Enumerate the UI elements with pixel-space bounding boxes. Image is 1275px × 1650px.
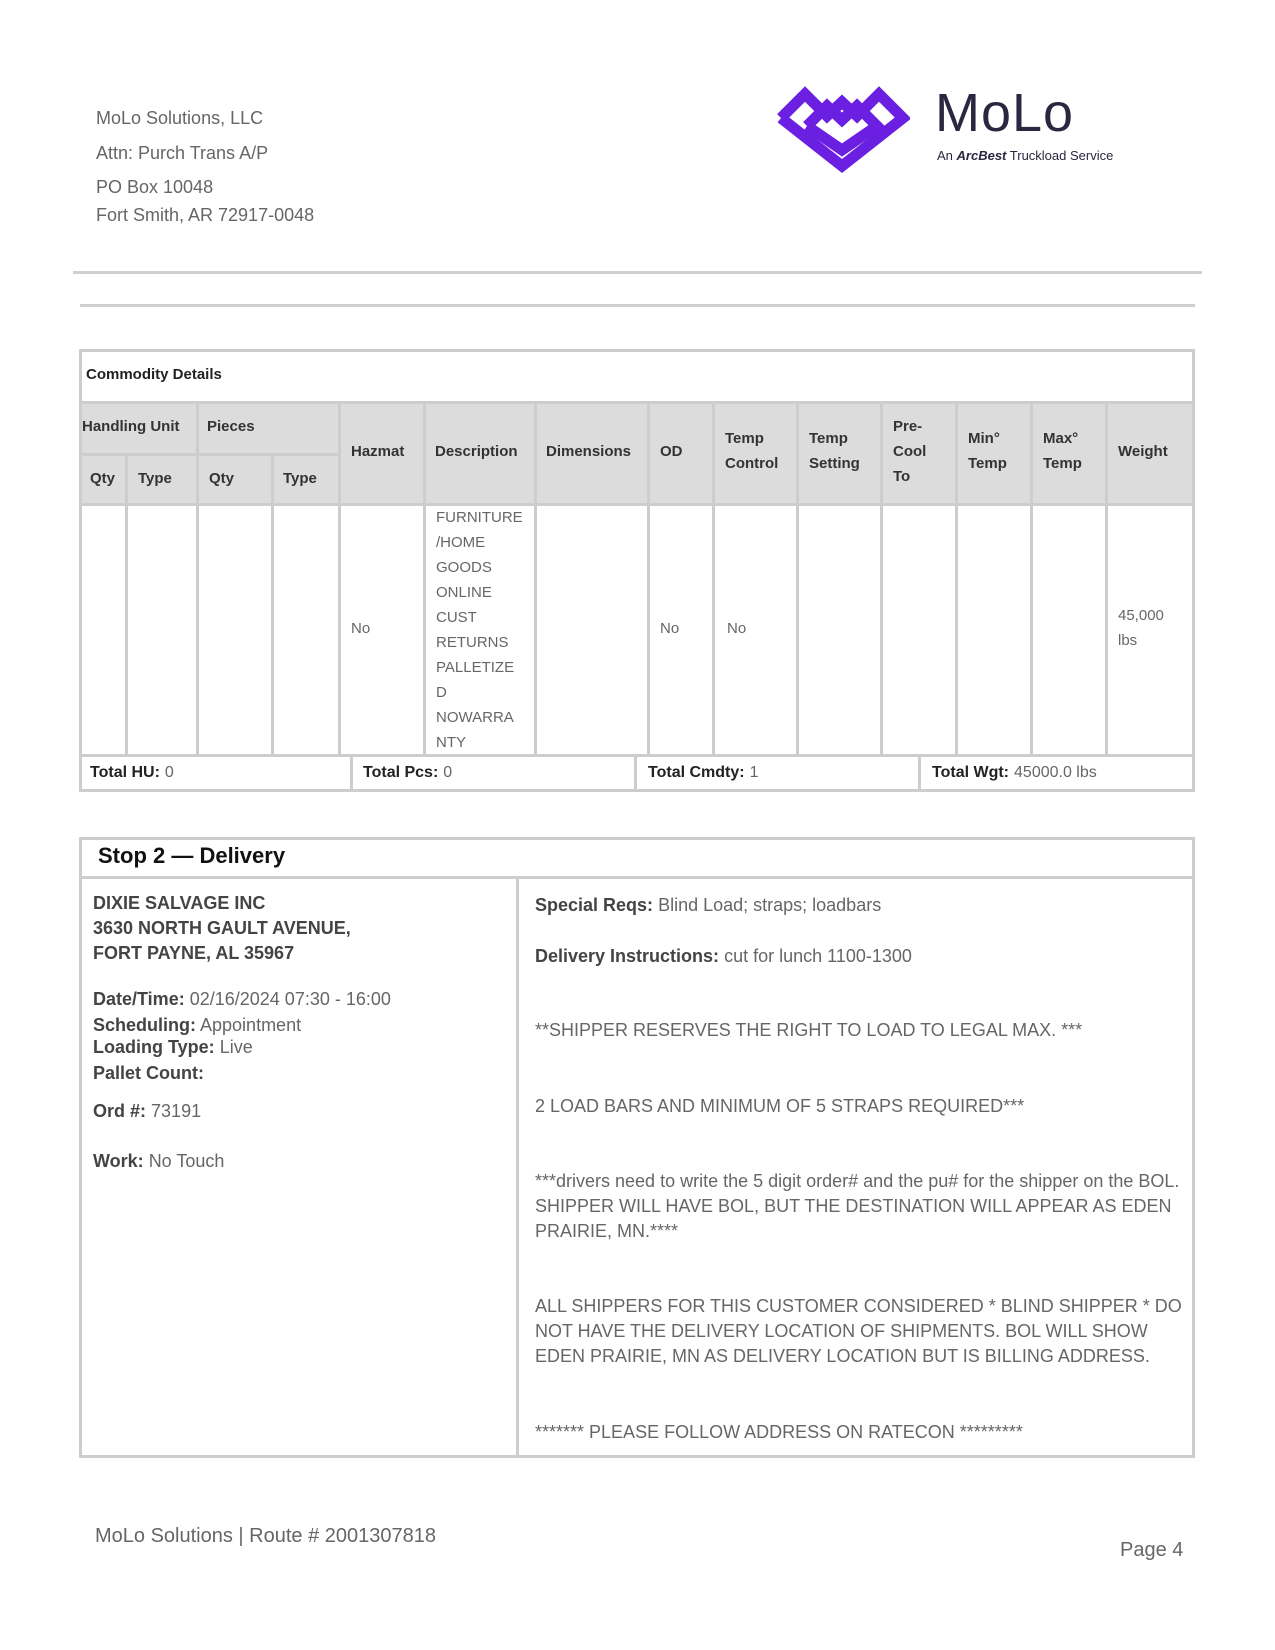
col-divider — [423, 401, 426, 754]
note-load-bars: 2 LOAD BARS AND MINIMUM OF 5 STRAPS REQUIRED*** — [535, 1096, 1025, 1116]
col-divider — [880, 401, 883, 754]
note-ratecon: ******* PLEASE FOLLOW ADDRESS ON RATECON ********* — [535, 1422, 1023, 1442]
attn-line: Attn: Purch Trans A/P — [96, 143, 269, 163]
note-legal-max: **SHIPPER RESERVES THE RIGHT TO LOAD TO LEGAL MAX. *** — [535, 1020, 1083, 1040]
header-weight: Weight — [1118, 443, 1168, 460]
po-box: PO Box 10048 — [96, 177, 214, 197]
total-wgt: Total Wgt: 45000.0 lbs — [932, 764, 1097, 781]
footer-route: MoLo Solutions | Route # 2001307818 — [95, 1525, 437, 1547]
col-divider — [712, 401, 715, 754]
col-divider — [534, 401, 537, 754]
col-divider — [634, 754, 637, 792]
row-divider — [79, 401, 1195, 404]
cell-weight: 45,000 lbs — [1118, 607, 1164, 649]
header-handling-unit: Handling Unit — [82, 418, 180, 435]
col-divider — [516, 876, 519, 1458]
row-divider — [79, 503, 1195, 506]
cell-hazmat: No — [351, 620, 371, 637]
logo-wordmark: MoLo — [935, 83, 1075, 143]
stop-pallet-count: Pallet Count: — [93, 1063, 204, 1083]
header-max-temp: Max° Temp — [1043, 430, 1082, 472]
total-pcs: Total Pcs: 0 — [363, 764, 453, 781]
col-divider — [125, 453, 128, 754]
total-cmdty: Total Cmdty: 1 — [648, 764, 759, 781]
note-order-number: ***drivers need to write the 5 digit order# and the pu# for the shipper on the BOL. SHIPPER WILL HAVE BOL, BUT THE DESTINATION WILL APPEAR AS EDEN PRAIRIE, MN.**** — [535, 1171, 1180, 1241]
stop-order-number: Ord #: 73191 — [93, 1101, 202, 1121]
delivery-instructions: Delivery Instructions: cut for lunch 1100-1300 — [535, 946, 912, 966]
consignee-street: 3630 NORTH GAULT AVENUE, — [93, 918, 351, 938]
header-od: OD — [660, 443, 683, 460]
col-divider — [1105, 401, 1108, 754]
col-divider — [350, 754, 353, 792]
cell-od: No — [660, 620, 680, 637]
header-pieces: Pieces — [207, 418, 255, 435]
row-divider — [79, 453, 341, 456]
stop-title: Stop 2 — Delivery — [98, 843, 286, 868]
header-min-temp: Min° Temp — [968, 430, 1007, 472]
header-temp-control: Temp Control — [725, 430, 779, 472]
col-divider — [918, 754, 921, 792]
col-divider — [796, 401, 799, 754]
header-temp-setting: Temp Setting — [809, 430, 860, 472]
cell-description: FURNITURE /HOME GOODS ONLINE CUST RETURNS PALLETIZE D NOWARRA NTY — [436, 509, 523, 751]
header-hazmat: Hazmat — [351, 443, 405, 460]
header-qty: Qty — [209, 470, 235, 487]
company-name: MoLo Solutions, LLC — [96, 108, 264, 128]
divider — [80, 304, 1195, 307]
header-type: Type — [138, 470, 172, 487]
logo-tag-prefix: An — [937, 148, 953, 163]
molo-logo-icon — [775, 84, 910, 174]
header-description: Description — [435, 443, 518, 460]
header-type: Type — [283, 470, 317, 487]
header-qty: Qty — [90, 470, 116, 487]
logo-tagline — [937, 148, 1113, 163]
col-divider — [271, 453, 274, 754]
consignee-city: FORT PAYNE, AL 35967 — [93, 943, 295, 963]
col-divider — [647, 401, 650, 754]
note-blind-shipper: ALL SHIPPERS FOR THIS CUSTOMER CONSIDERED * BLIND SHIPPER * DO NOT HAVE THE DELIVERY LOCATION OF SHIPMENTS. BOL WILL SHOW EDEN PRAIRIE, MN AS DELIVERY LOCATION BUT IS BILLING ADDRESS. — [535, 1296, 1182, 1366]
col-divider — [338, 401, 341, 754]
stop-loading-type: Loading Type: Live — [93, 1037, 253, 1057]
col-divider — [1030, 401, 1033, 754]
special-reqs: Special Reqs: Blind Load; straps; loadbars — [535, 895, 882, 915]
header-dimensions: Dimensions — [546, 443, 632, 460]
cell-temp-control: No — [727, 620, 747, 637]
logo-tag-suffix: Truckload Service — [1009, 148, 1114, 163]
col-divider — [196, 401, 199, 754]
divider — [73, 271, 1202, 274]
city-line: Fort Smith, AR 72917-0048 — [96, 205, 315, 225]
stop-datetime: Date/Time: 02/16/2024 07:30 - 16:00 — [93, 989, 391, 1009]
row-divider — [79, 876, 1195, 879]
logo-tag-brand: ArcBest — [956, 148, 1007, 163]
commodity-title: Commodity Details — [86, 366, 222, 383]
stop-scheduling: Scheduling: Appointment — [93, 1015, 302, 1035]
consignee-name: DIXIE SALVAGE INC — [93, 893, 266, 913]
header-precool: Pre- Cool To — [893, 418, 927, 485]
total-hu: Total HU: 0 — [90, 764, 174, 781]
page-number: Page 4 — [1120, 1539, 1184, 1561]
col-divider — [955, 401, 958, 754]
stop-work: Work: No Touch — [93, 1151, 225, 1171]
